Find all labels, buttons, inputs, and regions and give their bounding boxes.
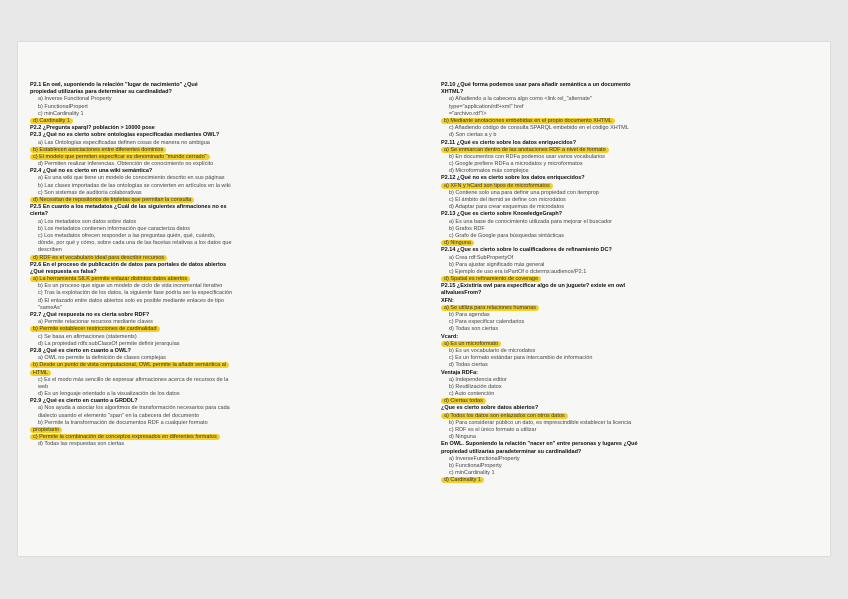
answer-option — [30, 405, 348, 412]
answer-option — [441, 470, 759, 477]
answer-option — [441, 262, 759, 269]
answer-option — [30, 104, 348, 111]
question-line — [30, 262, 348, 269]
line-text: c) Ejemplo de uso era isPartOf o dcterms:audience/P2.1 — [449, 268, 587, 275]
line-text: dónde, por qué y cómo, sobre cada una de las facetas relativas a los datos que — [38, 240, 232, 247]
line-text: c) Es un formato estándar para intercambio de información — [449, 355, 593, 362]
line-text: web — [38, 383, 49, 390]
line-text: b) FunctionalProperty — [449, 462, 502, 469]
line-text: b) Permite la transformación de documentos RDF a cualquier formato — [38, 419, 208, 426]
line-text: Ventaja RDFa: — [441, 369, 478, 376]
line-text: a) Es un microformato — [441, 341, 501, 347]
highlighted-answer — [30, 118, 348, 125]
question-line — [30, 204, 348, 211]
line-text: b) Para ajustar significado más general — [449, 261, 545, 268]
line-text: a) Es una wiki que tiene un modelo de conocimiento descrito en sus páginas — [38, 175, 225, 182]
line-text: c) Auto contención — [449, 391, 495, 398]
answer-option — [30, 298, 348, 305]
line-text: P2.4 ¿Qué no es cierto en una wiki semántica? — [30, 168, 153, 175]
line-text: d) El enlazado entre datos abiertos solo es posible mediante enlaces de tipo — [38, 297, 224, 304]
answer-option — [441, 427, 759, 434]
line-text: d) Ciertas todas — [441, 398, 486, 404]
answer-option — [30, 391, 348, 398]
question-line — [30, 312, 348, 319]
question-line — [441, 247, 759, 254]
answer-option — [30, 240, 348, 247]
answer-option — [441, 190, 759, 197]
question-line — [441, 334, 759, 341]
answer-option — [441, 125, 759, 132]
answer-option — [441, 326, 759, 333]
question-line — [30, 132, 348, 139]
question-line — [441, 441, 759, 448]
line-text: c) Grafo de Google para búsquedas sintácticas — [449, 232, 564, 239]
line-text: describen — [38, 247, 62, 254]
line-text: P2.8 ¿Qué es cierto en cuanto a OWL? — [30, 347, 131, 354]
highlighted-answer — [30, 197, 348, 204]
answer-option — [441, 355, 759, 362]
line-text: a) Crea rdf:SubPropertyOf — [449, 254, 514, 261]
answer-option — [30, 233, 348, 240]
paper-sheet — [18, 42, 830, 556]
line-text: b) Grafos RDF — [449, 225, 485, 232]
question-line — [441, 211, 759, 218]
answer-option — [441, 104, 759, 111]
answer-option — [441, 319, 759, 326]
line-text: a) Añadiendo a la cabecera algo como <link rel_"alternate" — [449, 96, 592, 103]
line-text: c) Añadiendo código de consulta SPARQL embebido en el código XHTML — [449, 125, 629, 132]
answer-option — [441, 312, 759, 319]
answer-option — [30, 283, 348, 290]
highlighted-answer — [441, 305, 759, 312]
line-text: ¿Qué respuesta es falsa? — [30, 268, 97, 275]
line-text: d) Son ciertas a y b — [449, 132, 497, 139]
line-text: HTML — [30, 370, 51, 376]
question-line — [441, 405, 759, 412]
highlighted-answer — [30, 255, 348, 262]
answer-option — [30, 384, 348, 391]
answer-option — [441, 391, 759, 398]
answer-option — [30, 305, 348, 312]
highlighted-answer — [441, 183, 759, 190]
line-text: c) Los metadatos ofrecen responder a las preguntas quién, qué, cuándo, — [38, 232, 216, 239]
line-text: P2.9 ¿Qué es cierto en cuanto a GRDDL? — [30, 398, 138, 405]
answer-option — [30, 341, 348, 348]
line-text: P2.6 En el proceso de publicación de datos para portales de datos abiertos — [30, 261, 227, 268]
line-text: c) Para especificar calendarios — [449, 319, 525, 326]
line-text: d) Ninguna — [449, 434, 476, 441]
line-text: c) RDF es el único formato a utilizar — [449, 427, 537, 433]
highlighted-answer — [30, 154, 348, 161]
line-text: b) Para agendas — [449, 312, 490, 318]
answer-option — [30, 290, 348, 297]
question-line — [441, 82, 759, 89]
question-line — [30, 89, 348, 96]
question-line — [30, 168, 348, 175]
answer-option — [30, 420, 348, 427]
line-text: a) Todos los datos son enlazados con otros datos — [441, 413, 568, 419]
line-text: propiedad utilizarías paradeterminar su cardinalidad? — [441, 448, 582, 455]
line-text: b) Es un proceso que sigue un modelo de ciclo de vida incremental iterativo — [38, 283, 223, 290]
line-text: c) El ámbito del itemid se define con microdatos — [449, 197, 566, 203]
question-line — [441, 370, 759, 377]
line-text: b) En documentos con RDFa podemos usar varios vocabularios — [449, 153, 605, 160]
question-line — [441, 283, 759, 290]
question-line — [30, 398, 348, 405]
answer-option — [441, 377, 759, 384]
answer-option — [441, 255, 759, 262]
line-text: P2.15 ¿Existiría owl para especificar algo de un juguete? existe en owl — [441, 283, 626, 290]
line-text: d) Es un lenguaje orientado a la visualización de los datos — [38, 391, 180, 398]
answer-option — [441, 111, 759, 118]
line-text: d) Ninguna — [441, 240, 474, 246]
line-text: b) Mediante anotaciones embebidas en el propio documento XHTML — [441, 118, 615, 124]
answer-option — [441, 456, 759, 463]
line-text: a) Las Ontologías especificadas definen cosas de manera no ambigua — [38, 139, 210, 146]
line-text: c) Google prefiere RDFa a microdatos y microformatos — [449, 161, 583, 168]
line-text: a) Inverse Functional Property — [38, 96, 112, 103]
line-text: a) Independencia editor — [449, 376, 507, 383]
answer-option — [441, 154, 759, 161]
line-text: d) Microformatos más complejos — [449, 168, 529, 175]
answer-option — [441, 463, 759, 470]
line-text: d) Cardinality 1 — [30, 118, 73, 124]
line-text: XFN: — [441, 297, 454, 304]
line-text: c) minCardinality 1 — [38, 110, 84, 117]
highlighted-answer — [441, 477, 759, 484]
line-text: d) La propiedad rdfs:subClassOf permite definir jerarquías — [38, 340, 180, 347]
answer-option — [441, 434, 759, 441]
highlighted-answer — [30, 427, 348, 434]
highlighted-answer — [30, 147, 348, 154]
line-text: ="archivo.rdf"/> — [449, 110, 487, 117]
line-text: d) Todas las respuestas son ciertas — [38, 441, 125, 448]
line-text: Vcard: — [441, 333, 459, 340]
highlighted-answer — [30, 370, 348, 377]
highlighted-answer — [441, 118, 759, 125]
question-line — [441, 89, 759, 96]
line-text: c) Es el modo más sencillo de expresar afirmaciones acerca de recursos de la — [38, 376, 229, 383]
left-column — [30, 82, 348, 449]
line-text: allvaluesFrom? — [441, 290, 482, 297]
line-text: d) Todas son ciertas — [449, 326, 499, 333]
line-text: b) FunctionalPropert — [38, 103, 88, 110]
line-text: a) InverseFunctionalProperty — [449, 455, 520, 462]
highlighted-answer — [30, 326, 348, 333]
answer-option — [441, 204, 759, 211]
line-text: c) El modelo que permiten especificar es denominado "mundo cerrado" — [30, 154, 210, 160]
question-line — [30, 269, 348, 276]
answer-option — [441, 233, 759, 240]
answer-option — [30, 219, 348, 226]
line-text: P2.12 ¿Qué no es cierto sobre los datos enriquecidos? — [441, 175, 585, 182]
answer-option — [30, 319, 348, 326]
line-text: P2.1 En owl, suponiendo la relación "lugar de nacimiento" ¿Qué — [30, 82, 198, 88]
answer-option — [30, 441, 348, 448]
line-text: b) Las clases importadas de las ontologías se convierten en artículos en la wiki — [38, 182, 231, 189]
line-text: P2.14 ¿Que es cierto sobre lo cualificadores de refinamiento DC? — [441, 247, 612, 254]
question-line — [441, 449, 759, 456]
line-text: b) Contiene solo una para definir una propiedad con itemprop — [449, 189, 599, 196]
line-text: a) Permite relacionar recursos mediante claves — [38, 319, 153, 326]
line-text: a) Nos ayuda a asociar los algoritmos de transformación necesarios para cada — [38, 405, 230, 412]
answer-option — [441, 219, 759, 226]
line-text: d) Spatial es refinamiento de coverage — [441, 276, 541, 282]
question-line — [30, 348, 348, 355]
line-text: type="application/rdf+xml" href — [449, 103, 524, 110]
line-text: propiedad utilizarías para determinar su cardinalidad? — [30, 89, 172, 96]
line-text: d) Todas ciertas — [449, 362, 488, 369]
answer-option — [441, 168, 759, 175]
line-text: P2.13 ¿Que es cierto sobre KnowledgeGraph? — [441, 211, 563, 218]
answer-option — [30, 140, 348, 147]
line-text: P2.2 ¿Pregunta sparql? población > 10000 pose — [30, 125, 155, 132]
line-text: b) Permite establecer restricciones de cardinalidad — [30, 326, 160, 332]
line-text: c) Tras la explotación de los datos, la siguiente fase podría ser la especificación — [38, 290, 233, 297]
answer-option — [441, 384, 759, 391]
answer-option — [441, 362, 759, 369]
answer-option — [30, 355, 348, 362]
line-text: b) Reutilización datos — [449, 383, 502, 390]
line-text: P2.11 ¿Qué es cierto sobre los datos enriquecidos? — [441, 139, 577, 146]
highlighted-answer — [441, 398, 759, 405]
answer-option — [30, 183, 348, 190]
answer-option — [30, 175, 348, 182]
answer-option — [441, 197, 759, 204]
right-column — [441, 82, 759, 485]
line-text: "sameAs" — [38, 304, 62, 311]
answer-option — [30, 226, 348, 233]
line-text: En OWL. Suponiendo la relación "nacer en" entre personas y lugares ¿Qué — [441, 441, 638, 448]
answer-option — [30, 111, 348, 118]
line-text: d) Adaptar para crear esquemas de microdatos — [449, 204, 564, 211]
line-text: a) La herramienta SILK permite enlazar distintos datos abiertos — [30, 276, 190, 282]
answer-option — [441, 348, 759, 355]
answer-option — [30, 413, 348, 420]
highlighted-answer — [441, 240, 759, 247]
line-text: b) Es un vocabulario de microdatos — [449, 347, 536, 354]
line-text: c) minCardinality 1 — [449, 470, 495, 477]
line-text: b) Para considerar público un dato, es imprescindible establecer la licencia — [449, 419, 632, 426]
line-text: P2.3 ¿Qué no es cierto sobre ontologías especificadas mediantes OWL? — [30, 132, 220, 139]
answer-option — [441, 269, 759, 276]
line-text: a) Los metadatos son datos sobre datos — [38, 218, 137, 225]
line-text: P2.5 En cuanto a los metadatos ¿Cuál de las siguientes afirmaciones no es — [30, 204, 227, 211]
highlighted-answer — [30, 434, 348, 441]
line-text: b) Establecen asociaciones entre diferentes dominios — [30, 147, 166, 153]
question-line — [441, 140, 759, 147]
answer-option — [30, 96, 348, 103]
highlighted-answer — [30, 362, 348, 369]
line-text: b) Los metadatos contienen información que caracteriza datos — [38, 225, 190, 232]
line-text: a) Se utiliza para relaciones humanas — [441, 305, 539, 311]
question-line — [30, 211, 348, 218]
answer-option — [441, 226, 759, 233]
line-text: c) Permite la combinación de conceptos expresados en diferentes formatos — [30, 434, 220, 440]
line-text: a) XFN y hCard son tipos de microformatos — [441, 183, 553, 189]
highlighted-answer — [441, 276, 759, 283]
answer-option — [30, 190, 348, 197]
line-text: b) Desde un punto de vista computacional, OWL permite la añadir semántica al — [30, 362, 229, 368]
line-text: d) RDF es el vocabulario ideal para describir recursos — [30, 255, 167, 261]
line-text: d) Necesitan de repositorios de tripletas que permitan la consulta — [30, 197, 194, 203]
question-line — [441, 290, 759, 297]
line-text: dialecto usando el elemento "span" en la cabecera del documento — [38, 412, 200, 419]
answer-option — [30, 377, 348, 384]
question-line — [441, 175, 759, 182]
answer-option — [30, 334, 348, 341]
line-text: d) Cardinality 1 — [441, 477, 484, 483]
answer-option — [441, 96, 759, 103]
line-text: c) Se basa en afirmaciones (statements) — [38, 333, 137, 340]
answer-option — [441, 420, 759, 427]
highlighted-answer — [441, 341, 759, 348]
line-text: P2.7 ¿Qué respuesta no es cierta sobre RDF? — [30, 312, 150, 318]
answer-option — [441, 132, 759, 139]
line-text: a) Es una base de conocimiento utilizada para mejorar el buscador — [449, 218, 612, 225]
line-text: a) OWL no permite la definición de clases complejas — [38, 355, 166, 362]
line-text: P2.10 ¿Qué forma podemos usar para añadir semántica a un documento — [441, 82, 631, 88]
highlighted-answer — [441, 413, 759, 420]
line-text: a) Se enmarcan dentro de las anotaciones RDF a nivel de formato — [441, 147, 609, 153]
answer-option — [30, 247, 348, 254]
line-text: ¿Que es cierto sobre datos abiertos? — [441, 405, 539, 412]
highlighted-answer — [30, 276, 348, 283]
line-text: cierta? — [30, 211, 49, 218]
line-text: c) Son sistemas de auditoría colaborativas — [38, 189, 142, 196]
answer-option — [441, 161, 759, 168]
line-text: d) Permiten realizar inferencias. Obtención de conocimiento no explícito — [38, 161, 214, 168]
question-line — [30, 125, 348, 132]
question-line — [441, 298, 759, 305]
line-text: propietario — [30, 427, 62, 433]
highlighted-answer — [441, 147, 759, 154]
question-line — [30, 82, 348, 89]
answer-option — [30, 161, 348, 168]
line-text: XHTML? — [441, 89, 464, 96]
